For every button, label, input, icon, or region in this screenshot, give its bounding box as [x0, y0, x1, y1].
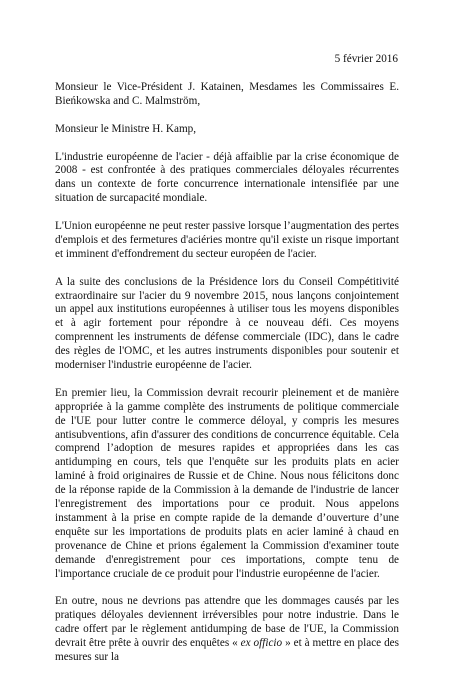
paragraph-text: » et à mettre en place des mesures sur la: [55, 637, 400, 664]
paragraph-3: [55, 276, 399, 373]
paragraph-italic-term: ex officio: [240, 637, 283, 650]
paragraph-text: A la suite des conclusions de la Présidence lors du Conseil Compétitivité extraordinaire sur l'acier du 9 novembre 2015, nous lançons conjointement un appel aux institutions européennes à utiliser tous les moyens disponibles et à agir fortement pour répondre à ce nouveau défi. Ces moyens comprennent les instruments de défense commerciale (IDC), dans le cadre des règles de l'OMC, et les autres instruments disponibles pour soutenir et moderniser l'industrie européenne de l'acier.: [55, 275, 399, 372]
paragraph-text: En outre, nous ne devrions pas attendre que les dommages causés par les pratiques déloyales deviennent irréversibles pour notre industrie. Dans le cadre offert par le règlement antidumping de base de l'UE, la Commission devrait être prête à ouvrir des enquêtes «: [55, 595, 399, 650]
paragraph-4: [55, 387, 399, 582]
paragraph-text: L'industrie européenne de l'acier - déjà affaiblie par la crise économique de 2008 - est confrontée à des pratiques commerciales déloyales récurrentes dans un contexte de forte concurrence internationale intensifiée par une situation de surcapacité mondiale.: [55, 150, 399, 205]
letter-date: 5 février 2016: [334, 53, 398, 65]
salutation-line: Monsieur le Ministre H. Kamp,: [55, 122, 197, 135]
paragraph-2: [55, 220, 399, 262]
paragraph-text: L'Union européenne ne peut rester passive lorsque l’augmentation des pertes d'emplois et des fermetures d'aciéries montre qu'il existe un risque important et imminent d'effondrement du secteur européen de l'acier.: [55, 220, 399, 260]
paragraph-5: [55, 595, 399, 665]
paragraph-text: En premier lieu, la Commission devrait recourir pleinement et de manière appropriée à la gamme complète des instruments de politique commerciale de l'UE pour lutter contre le commerce déloyal, y compris les mesures antisubventions, afin d'assurer des conditions de concurrence équitable. Cela comprend l’adoption de mesures rapides et appropriées dans les cas antidumping en cours, tels que l'enquête sur les produits plats en acier laminé à froid originaires de Russie et de Chine. Nous nous félicitons donc de la réponse rapide de la Commission à la demande de l'industrie de lancer l'enregistrement des importations pour ce produit. Nous appelons instamment à la prise en compte rapide de la demande d’ouverture d’une enquête sur les importations de produits plats en acier laminé à chaud en provenance de Chine et prions également la Commission d'examiner toute demande d'enregistrement pour ces importations, compte tenu de l'importance cruciale de ce produit pour l'industrie européenne de l'acier.: [55, 386, 399, 580]
letter-body: [55, 81, 399, 679]
addressee-line: Monsieur le Vice-Président J. Katainen, Mesdames les Commissaires E. Bieńkowska and C. Malmström,: [55, 81, 399, 107]
paragraph-1: [55, 151, 399, 207]
